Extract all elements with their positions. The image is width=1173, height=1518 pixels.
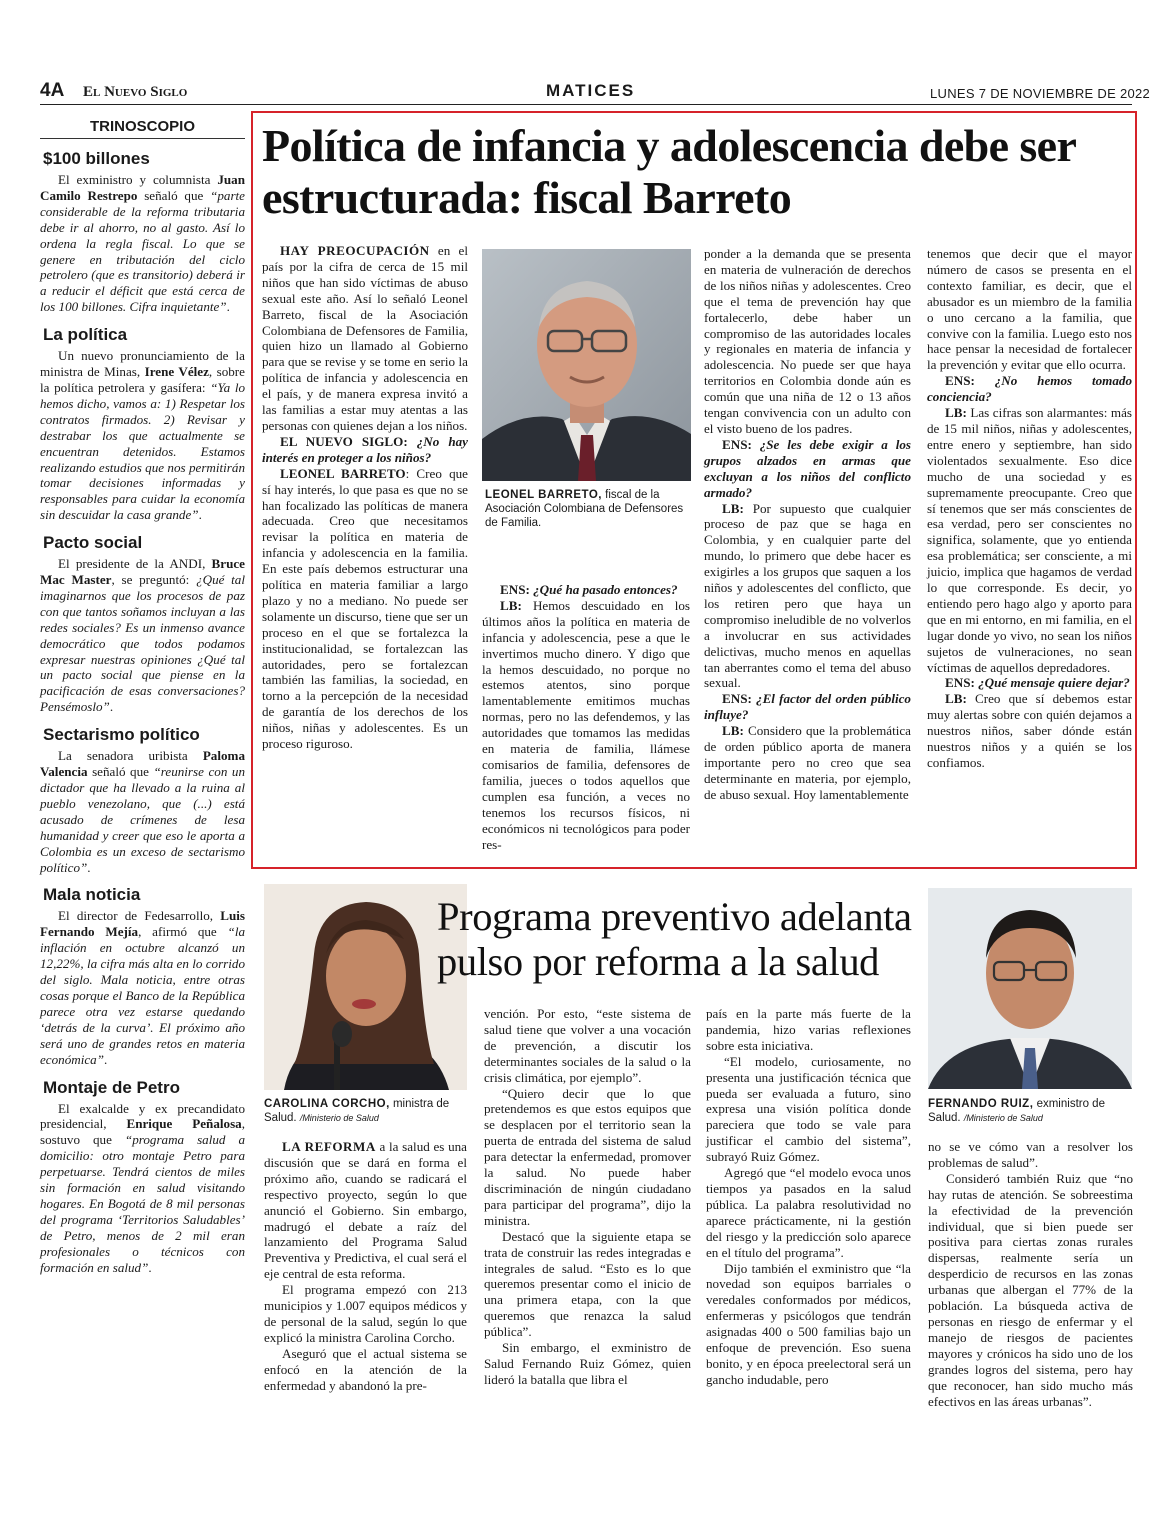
- issue-date: LUNES 7 DE NOVIEMBRE DE 2022: [930, 86, 1151, 101]
- bottom-article-column-1: LA REFORMA a la salud es una discusión que se dará en forma el próximo año, cuando se radicará el respectivo proyecto, según lo que anunció el Gobierno. Sin embargo, madrugó el debate a raíz del lanzamiento del Programa Salud Preventiva y Predictiva, el cual será el eje central de esta reforma. El programa empezó con 213 municipios y 1.007 equipos médicos y de personal de la salud, según lo que explicó la ministra Carolina Corcho. Aseguró que el actual sistema se enfocó en la atención de la enfermedad y abandonó la pre-: [264, 1139, 467, 1393]
- carolina-corcho-caption: [264, 1097, 467, 1125]
- sidebar-item-heading: Pacto social: [43, 533, 143, 553]
- sidebar-item-body: El director de Fedesarrollo, Luis Fernando Mejía, afirmó que “la inflación en octubre alcanzó un 12,22%, la cifra más alta en lo corrido del siglo. Mala noticia, entre otras cosas porque el Banco de la República parece otra vez estarse quedando ‘detrás de la curva’. El próximo año será uno de grandes retos en materia económica”.: [40, 908, 245, 1067]
- caption-text: ministra de Salud.: [264, 1098, 450, 1124]
- bottom-article-column-3: país en la parte más fuerte de la pandemia, hizo varias reflexiones sobre esta iniciativa. “El modelo, curiosamente, no presenta una justificación técnica que pueda ser evaluada a futuro, sino expresa una visión política donde pareciera que todo se vale para justificar el cambio del sistema”, subrayó Ruiz Gómez. Agregó que “el modelo evoca unos tiempos ya pasados en la salud pública. La palabra resolutividad no aparece prácticamente, ni la gestión del riesgo y la predicción solo aparece en el título del programa”. Dijo también el exministro que “la novedad son equipos barriales o veredales conformados por médicos, enfermeras y psicólogos que tendrán asignadas 400 o 500 familias bajo un enfoque de prevención. Eso suena bonito, y en época preelectoral será un gancho indudable, pero: [706, 1006, 911, 1387]
- sidebar-item: [40, 1078, 245, 1276]
- sidebar-title: TRINOSCOPIO: [40, 118, 245, 139]
- top-article-column-4: tenemos que decir que el mayor número de casos se presenta en el contexto familiar, es decir, que el abusador es un miembro de la familia o uno cercano a la familia, que convive con la familia. Luego esto nos hace pensar la necesidad de fortalecer la prevención y evitar que ello ocurra. ENS: ¿No hemos tomado conciencia? LB: Las cifras son alarmantes: más de 15 mil niños, niñas y adolescentes, entre enero y septiembre, han sido violentados sexualmente. Eso dice mucho de una sociedad y es supremamente preocupante. Creo que sí tenemos que ser más conscientes de esa verdad, pero ser conscientes no significa, solamente, que yo entienda esa problemática; ser consciente, a mi juicio, implica que hagamos de verdad lo que corresponde. Es decir, yo entiendo pero hago algo y aporto para que en mi entorno, en mi familia, en el lugar donde yo vivo, no sean los niños sujetos de vulneraciones, no sean víctimas de aquellos depredadores. ENS: ¿Qué mensaje quiere dejar? LB: Creo que sí debemos estar muy alertas sobre con quién dejamos a nuestros niños, saber dónde están nuestros niños y a quién se los confiamos.: [927, 246, 1132, 770]
- fernando-ruiz-photo: [928, 888, 1132, 1089]
- sidebar-item: [40, 885, 245, 1067]
- newspaper-name: El Nuevo Siglo: [83, 84, 188, 100]
- photo-credit: /Ministerio de Salud: [963, 1113, 1043, 1123]
- fernando-ruiz-caption: [928, 1097, 1133, 1125]
- sidebar-item-body: Un nuevo pronunciamiento de la ministra de Minas, Irene Vélez, sobre la política petrolera y gasífera: “Ya lo hemos dicho, vamos a: 1) Respetar los contratos firmados. 2) Revisar y destrabar los que actualmente se encuentran detenidos. Estamos realizando estudios que nos permitirán tomar decisiones informadas y responsables para cuidar la economía sin descuidar la casa grande”.: [40, 348, 245, 523]
- bottom-article-column-2: vención. Por esto, “este sistema de salud tiene que volver a una vocación de prevención, a discutir los determinantes sociales de la salud o la crisis climática, por ejemplo”. “Quiero decir que lo que pretendemos es que estos equipos que se desplacen por el territorio sean la puerta de entrada del sistema de salud para detectar la enfermedad, promover la salud. No puede haber discriminación de ningún ciudadano para participar del programa”, dijo la ministra. Destacó que la siguiente etapa se trata de construir las redes integradas e integrales de salud. “Esto es lo que queremos presentar como el inicio de una primera etapa, con la que queremos que renazca la salud pública”. Sin embargo, el exministro de Salud Fernando Ruiz Gómez, quien lideró la batalla que libra el: [484, 1006, 691, 1387]
- caption-name: FERNANDO RUIZ,: [928, 1098, 1034, 1110]
- top-article-column-1: HAY PREOCUPACIÓN en el país por la cifra de cerca de 15 mil niños que han sido víctimas de abuso sexual este año. Así lo señaló Leonel Barreto, fiscal de la Asociación Colombiana de Defensores de Familia, quien hizo un llamado al Gobierno para que se revise y se tome en serio la política de infancia y adolescencia en el país, y de manera expresa invitó a las familias a estar muy atentas a las personas con quienes dejan a los niños. EL NUEVO SIGLO: ¿No hay interés en proteger a los niños? LEONEL BARRETO: Creo que sí hay interés, lo que pasa es que no se han focalizado las políticas de manera adecuada. Creo que necesitamos revisar la política en materia de infancia y adolescencia en la familia. En este país debemos estructurar una política en materia familiar a largo plazo y no a mediano. No puede ser solamente un discurso, tiene que ser un proceso en el que se fortalezca la institucionalidad, se fortalezcan las autoridades, pero se fortalezcan también las familias, la sociedad, en torno a la percepción de la necesidad de garantía de los derechos de los niños, niñas y adolescentes. Es un proceso riguroso.: [262, 243, 468, 752]
- sidebar-item-body: El exministro y columnista Juan Camilo Restrepo señaló que “parte considerable de la reforma tributaria debe ir al ahorro, no al gasto. Así lo ordena la regla fiscal. Lo que se genere en tributación del ciclo petrolero (que es transitorio) deberá ir a reducir el déficit que está cerca de los 100 billones. Cifra inquietante”.: [40, 172, 245, 315]
- photo-credit: /Ministerio de Salud: [299, 1113, 379, 1123]
- caption-text: fiscal de la Asociación Colombiana de Defensores de Familia.: [485, 489, 684, 529]
- sidebar-item: [40, 325, 245, 523]
- sidebar-item-heading: Sectarismo político: [43, 725, 200, 745]
- caption-name: CAROLINA CORCHO,: [264, 1098, 390, 1110]
- sidebar-item: [40, 533, 245, 715]
- sidebar-item-body: La senadora uribista Paloma Valencia señaló que “reunirse con un dictador que ha llevado a la ruina al pueblo venezolano, que (...) está acusado de crímenes de lesa humanidad y creer que eso le aporta a Colombia es un exceso de sectarismo político”.: [40, 748, 246, 875]
- bottom-article-headline: Programa preventivo adelanta pulso por reforma a la salud: [437, 894, 912, 984]
- sidebar-item-heading: $100 billones: [43, 149, 150, 168]
- sidebar-item-body: El exalcalde y ex precandidato presidencial, Enrique Peñalosa, sostuvo que “programa salud a domicilio: otro montaje Petro para perpetuarse. Tendrá cientos de miles sin formación en salud visitando hogares. En Bogotá de 8 mil personas del programa ‘Territorios Saludables’ de Petro, menos de 2 mil eran profesionales o técnicos con formación en salud”.: [40, 1100, 245, 1275]
- sidebar-item-heading: Mala noticia: [43, 885, 141, 905]
- bottom-article-column-4: no se ve cómo van a resolver los problemas de salud”. Consideró también Ruiz que “no hay rutas de atención. Se sobreestima la efectividad de la prevención individual, que si bien puede ser positiva para ciertas zonas rurales dispersas, realmente sería un desperdicio de recursos en las zonas urbanas que albergan el 77% de la población. La búsqueda activa de personas en riesgo de enfermar y el manejo de riesgos de pacientes mayores y crónicos ha sido uno de los grandes logros del sistema, pero hay que reconocer, han sido mucho más efectivos en las áreas urbanas”.: [928, 1139, 1133, 1409]
- sidebar-item: [40, 725, 245, 875]
- sidebar-item: [40, 149, 245, 315]
- leonel-barreto-caption: [485, 488, 690, 530]
- leonel-barreto-photo: [482, 249, 691, 481]
- trinoscopio-sidebar: [40, 118, 245, 1275]
- sidebar-item-body: El presidente de la ANDI, Bruce Mac Master, se preguntó: ¿Qué tal imaginarnos que los procesos de paz con que tantos soñamos incluyan a las redes sociales? Es un inmenso avance democrático que todos podamos expresar nuestras opiniones ¿Qué tal un pacto social que piense en la pacificación de esas conversaciones? Pensémoslo”.: [40, 556, 245, 715]
- section-name: MATICES: [546, 81, 636, 100]
- caption-name: LEONEL BARRETO,: [485, 489, 602, 501]
- sidebar-item-heading: Montaje de Petro: [43, 1077, 180, 1097]
- caption-text: exministro de Salud.: [928, 1098, 1105, 1124]
- sidebar-item-heading: La política: [43, 325, 128, 345]
- top-article-headline: Política de infancia y adolescencia debe ser estructurada: fiscal Barreto: [262, 120, 1076, 223]
- top-article-column-2: ENS: ¿Qué ha pasado entonces? LB: Hemos descuidado en los últimos años la política en materia de infancia y adolescencia, pese a que le invertimos mucho dinero. Y digo que la hemos descuidado, no porque no estemos atentos, sino porque lamentablemente emitimos muchas normas, pero no las defendemos, y las autoridades que tomamos las medidas en materia de familia, llámese comisarios de familia, defensores de familia, jueces o todos aquellos que cumplen esa función, a veces no tenemos los recursos físicos, ni económicos ni tecnológicos para poder res-: [482, 582, 690, 852]
- top-article-column-3: ponder a la demanda que se presenta en materia de vulneración de derechos de los niños niñas y adolescentes. Creo que el tema de prevención hay que fortalecerlo, debe haber un compromiso de las autoridades locales y regionales en materia de infancia y adolescencia. No puede ser que haya territorios en Colombia donde aún es común que una niña de 12 o 13 años tengan convivencia con un adulto con el visto bueno de los padres. ENS: ¿Se les debe exigir a los grupos alzados en armas que excluyan a los niños del conflicto armado? LB: Por supuesto que cualquier proceso de paz que se haga en Colombia, y en cualquier parte del mundo, lo primero que debe hacer es exigirles a los grupos que saquen a los niños y adolescentes del conflicto, que los retiren pero que haya un compromiso ineludible de no volverlos a involucrar en sus actividades delictivas, mucho menos en aquellas tan aberrantes como el tema del abuso sexual. ENS: ¿El factor del orden público influye? LB: Considero que la problemática de orden público aporta de manera importante pero no creo que sea determinante en materia, por ejemplo, de abuso sexual. Hoy lamentablemente: [704, 246, 911, 802]
- page-number: 4A: [40, 80, 65, 101]
